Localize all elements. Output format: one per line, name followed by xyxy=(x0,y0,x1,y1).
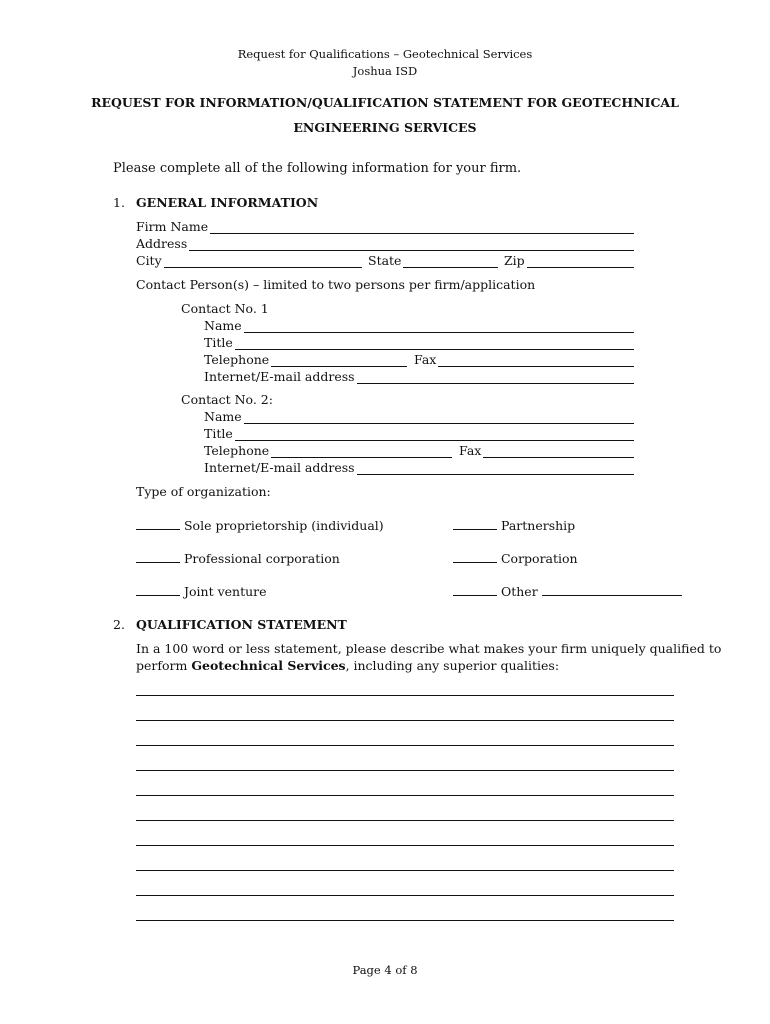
header-line-2: Joshua ISD xyxy=(352,64,418,78)
state-field[interactable] xyxy=(368,252,498,268)
org-professional-blank[interactable] xyxy=(136,550,180,563)
contact-1-fax-field[interactable] xyxy=(414,351,634,367)
contact-2-fax-label: Fax xyxy=(459,443,482,458)
section-1-heading: GENERAL INFORMATION xyxy=(136,195,319,210)
answer-line-2[interactable] xyxy=(136,720,674,721)
org-type-label: Type of organization: xyxy=(136,484,271,499)
answer-line-4[interactable] xyxy=(136,770,674,771)
section-2-prompt-line-2 xyxy=(136,658,559,673)
org-joint-blank[interactable] xyxy=(136,583,180,596)
contact-1-title-label: Title xyxy=(204,335,233,350)
answer-line-9[interactable] xyxy=(136,895,674,896)
contact-1-telephone-line[interactable] xyxy=(271,353,407,367)
contact-persons-text: Contact Person(s) – limited to two persons per firm/application xyxy=(136,277,536,292)
contact-1-name-label: Name xyxy=(204,318,242,333)
answer-line-8[interactable] xyxy=(136,870,674,871)
contact-1-fax-label: Fax xyxy=(414,352,437,367)
address-line[interactable] xyxy=(189,237,634,251)
state-label: State xyxy=(368,253,402,268)
contact-2-title-field[interactable] xyxy=(204,425,634,441)
org-sole-blank[interactable] xyxy=(136,517,180,530)
contact-2-email-line[interactable] xyxy=(357,461,634,475)
intro-text: Please complete all of the following information for your firm. xyxy=(113,161,522,176)
contact-2-telephone-field[interactable] xyxy=(204,442,452,458)
org-sole-option[interactable] xyxy=(136,517,384,533)
org-other-label: Other xyxy=(500,584,538,599)
contact-2-telephone-label: Telephone xyxy=(204,443,270,458)
answer-line-5[interactable] xyxy=(136,795,674,796)
org-corporation-blank[interactable] xyxy=(453,550,497,563)
zip-label: Zip xyxy=(504,253,525,268)
prompt-prefix: perform xyxy=(136,658,192,673)
answer-line-7[interactable] xyxy=(136,845,674,846)
city-field[interactable] xyxy=(136,252,362,268)
contact-1-title-line[interactable] xyxy=(235,336,634,350)
contact-1-heading: Contact No. 1 xyxy=(181,301,269,316)
contact-1-email-label: Internet/E-mail address xyxy=(204,369,355,384)
contact-1-name-line[interactable] xyxy=(244,319,634,333)
address-label: Address xyxy=(136,236,188,251)
firm-name-line[interactable] xyxy=(210,220,634,234)
section-2-heading: QUALIFICATION STATEMENT xyxy=(136,617,347,632)
section-2-prompt-line-1: In a 100 word or less statement, please describe what makes your firm uniquely qualified to xyxy=(136,641,722,656)
org-partnership-blank[interactable] xyxy=(453,517,497,530)
org-professional-option[interactable] xyxy=(136,550,340,566)
zip-line[interactable] xyxy=(527,254,634,268)
city-label: City xyxy=(136,253,162,268)
address-field[interactable] xyxy=(136,235,634,251)
org-partnership-option[interactable] xyxy=(453,517,575,533)
contact-1-fax-line[interactable] xyxy=(438,353,634,367)
prompt-suffix: , including any superior qualities: xyxy=(345,658,560,673)
contact-2-title-line[interactable] xyxy=(235,427,634,441)
contact-2-name-field[interactable] xyxy=(204,408,634,424)
section-1-number: 1. xyxy=(113,195,125,210)
answer-line-3[interactable] xyxy=(136,745,674,746)
firm-name-field[interactable] xyxy=(136,218,634,234)
contact-1-email-line[interactable] xyxy=(357,370,634,384)
contact-1-title-field[interactable] xyxy=(204,334,634,350)
contact-2-email-field[interactable] xyxy=(204,459,634,475)
org-corporation-option[interactable] xyxy=(453,550,578,566)
page-title-line-2: ENGINEERING SERVICES xyxy=(293,120,477,135)
contact-1-name-field[interactable] xyxy=(204,317,634,333)
firm-name-label: Firm Name xyxy=(136,219,209,234)
contact-2-name-label: Name xyxy=(204,409,242,424)
zip-field[interactable] xyxy=(504,252,634,268)
org-joint-label: Joint venture xyxy=(183,584,267,599)
answer-line-10[interactable] xyxy=(136,920,674,921)
org-corporation-label: Corporation xyxy=(500,551,578,566)
contact-1-telephone-field[interactable] xyxy=(204,351,407,367)
contact-2-name-line[interactable] xyxy=(244,410,634,424)
answer-line-6[interactable] xyxy=(136,820,674,821)
state-line[interactable] xyxy=(403,254,498,268)
contact-2-fax-field[interactable] xyxy=(459,442,634,458)
section-2-number: 2. xyxy=(113,617,125,632)
org-joint-option[interactable] xyxy=(136,583,267,599)
contact-1-telephone-label: Telephone xyxy=(204,352,270,367)
answer-line-1[interactable] xyxy=(136,695,674,696)
org-sole-label: Sole proprietorship (individual) xyxy=(183,518,384,533)
org-other-blank[interactable] xyxy=(453,583,497,596)
org-other-specify-line[interactable] xyxy=(542,583,682,596)
contact-2-fax-line[interactable] xyxy=(483,444,634,458)
contact-2-telephone-line[interactable] xyxy=(271,444,452,458)
org-partnership-label: Partnership xyxy=(500,518,576,533)
contact-2-email-label: Internet/E-mail address xyxy=(204,460,355,475)
prompt-bold: Geotechnical Services xyxy=(191,658,346,673)
header-line-1: Request for Qualifications – Geotechnical Services xyxy=(237,47,533,61)
page-number: Page 4 of 8 xyxy=(352,963,418,977)
org-other-option[interactable] xyxy=(453,583,682,599)
page-title-line-1: REQUEST FOR INFORMATION/QUALIFICATION STATEMENT FOR GEOTECHNICAL xyxy=(91,95,679,110)
city-line[interactable] xyxy=(164,254,362,268)
org-professional-label: Professional corporation xyxy=(183,551,340,566)
contact-1-email-field[interactable] xyxy=(204,368,634,384)
contact-2-title-label: Title xyxy=(204,426,233,441)
contact-2-heading: Contact No. 2: xyxy=(181,392,273,407)
